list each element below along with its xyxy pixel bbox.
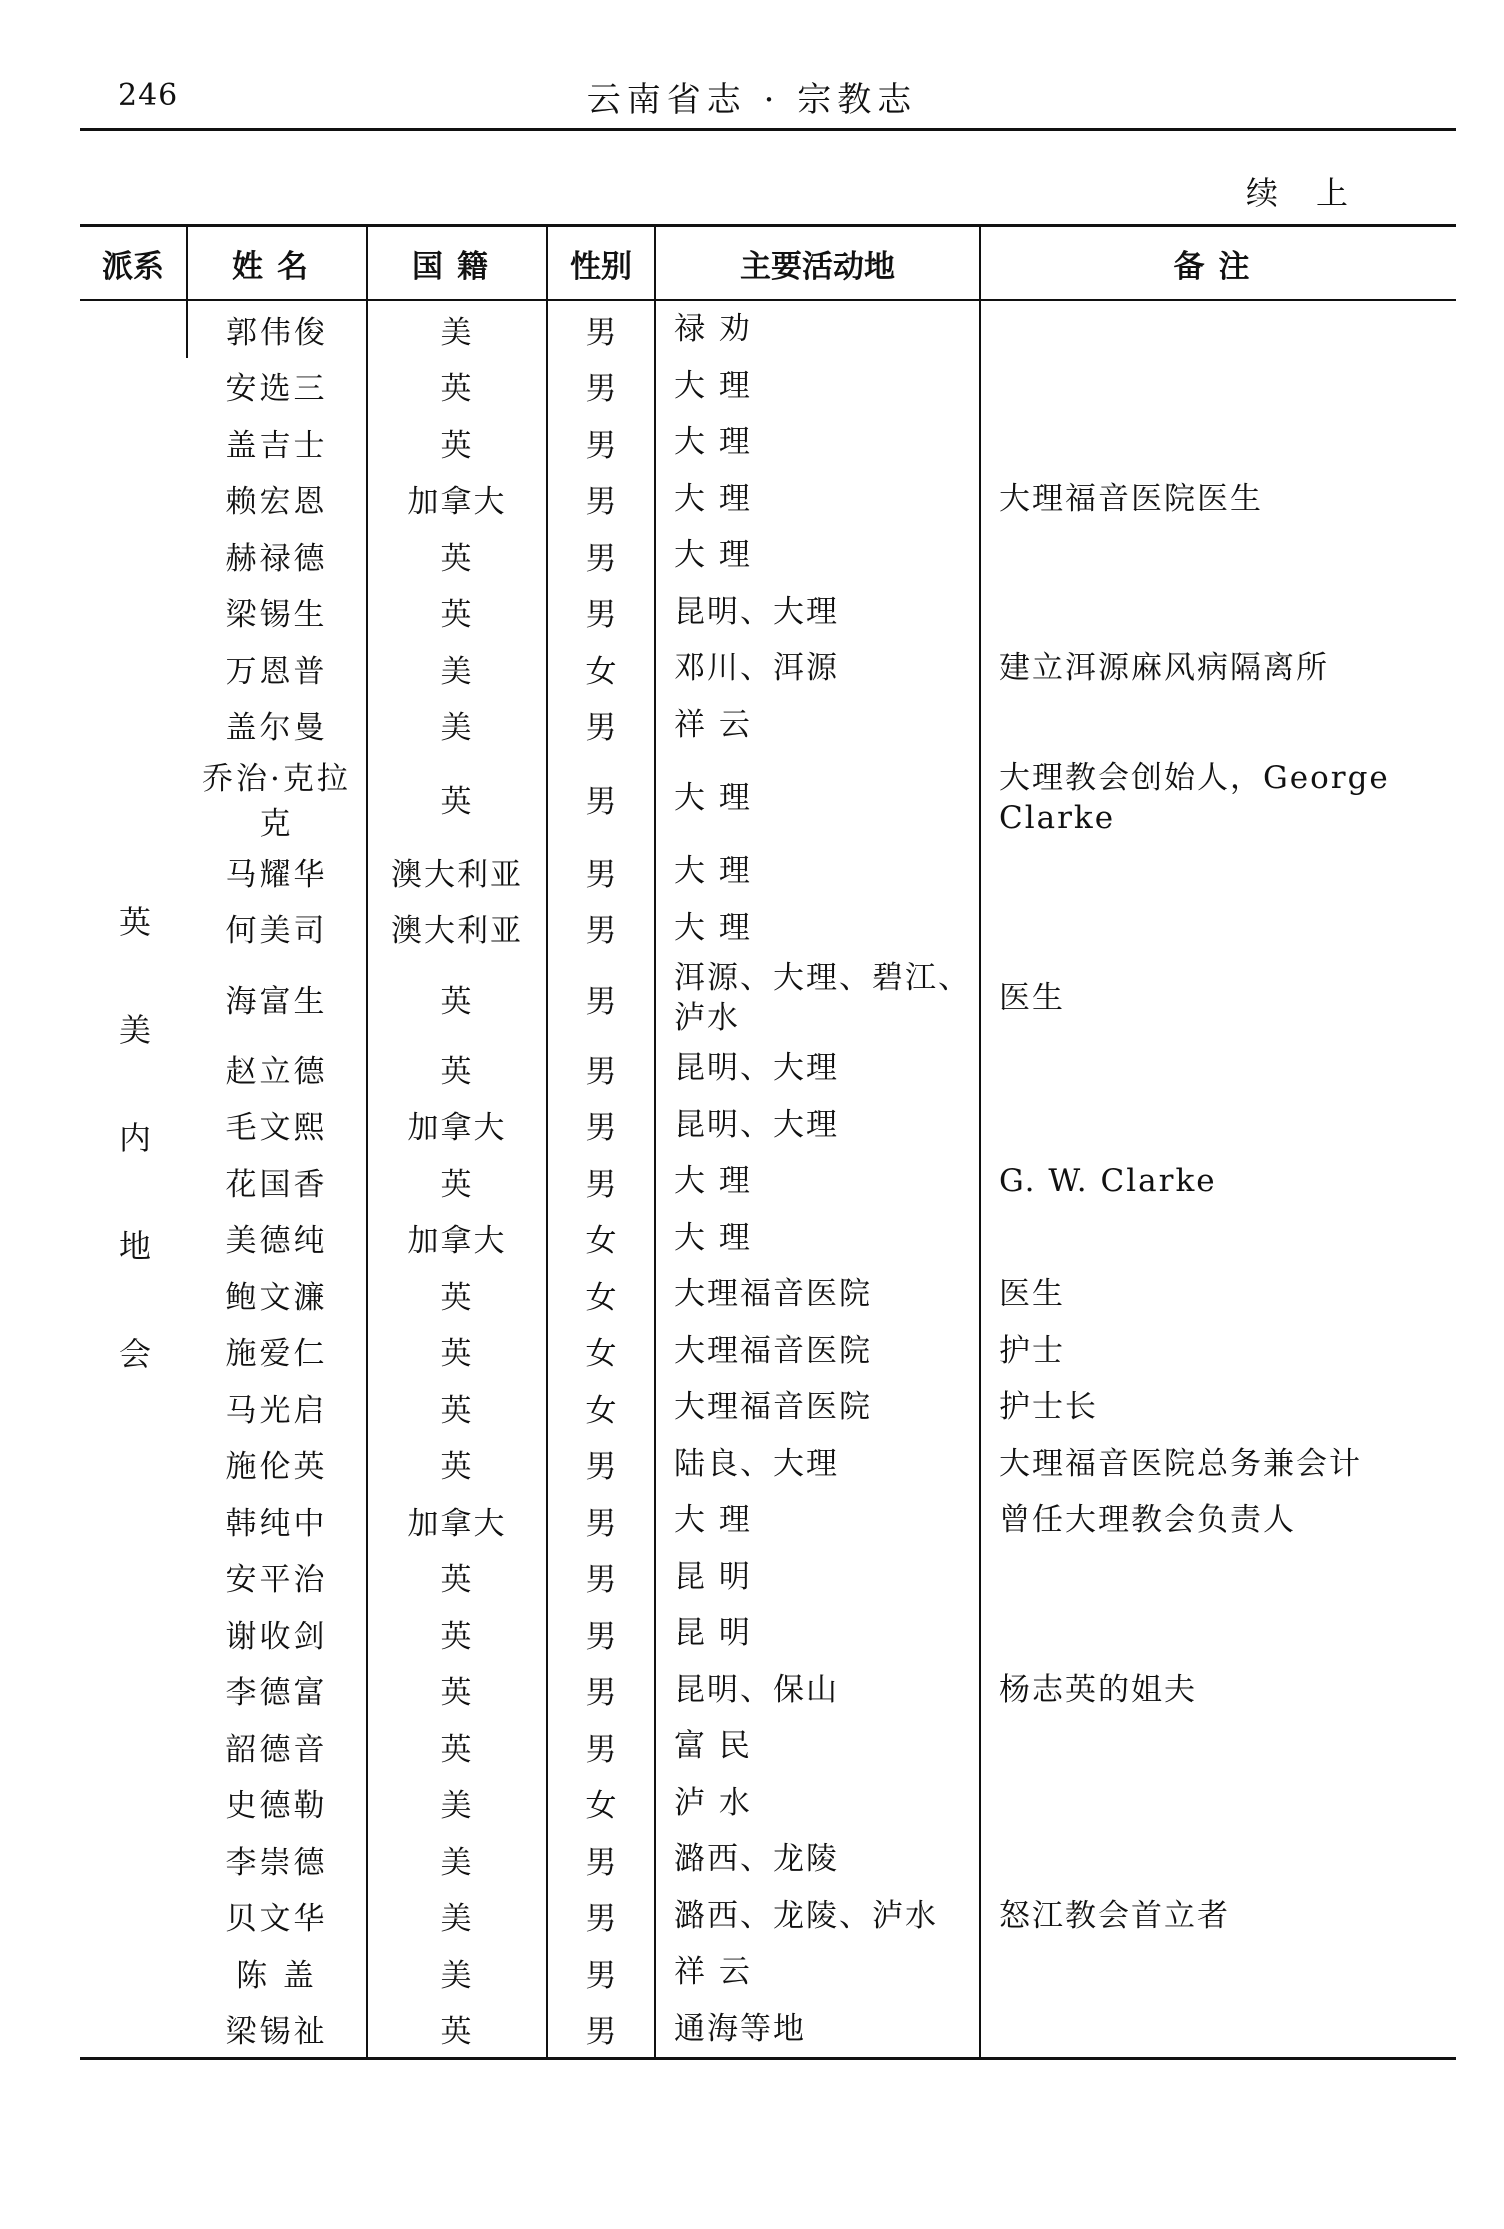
nationality-cell: 英 <box>367 1040 547 1097</box>
sex-cell: 男 <box>547 900 655 957</box>
name-cell: 赵立德 <box>225 1053 328 1090</box>
nationality-cell: 英 <box>367 1379 547 1436</box>
sex-cell: 男 <box>547 358 655 415</box>
col-header-location: 主要活动地 <box>655 226 980 301</box>
note-cell <box>980 2001 1456 2059</box>
nationality-cell: 英 <box>367 1718 547 1775</box>
nationality-cell: 美 <box>367 300 547 358</box>
nationality-cell: 英 <box>367 414 547 471</box>
page-number: 246 <box>118 78 179 113</box>
location-cell: 大理福音医院 <box>655 1266 980 1323</box>
name-cell: 史德勒 <box>225 1788 328 1825</box>
note-cell: G. W. Clarke <box>980 1153 1456 1210</box>
location-cell: 泸 水 <box>655 1775 980 1832</box>
note-cell <box>980 1831 1456 1888</box>
sex-cell: 男 <box>547 1944 655 2001</box>
name-cell: 毛文熙 <box>225 1110 328 1147</box>
note-cell: 大理福音医院医生 <box>980 471 1456 528</box>
nationality-cell: 加拿大 <box>367 471 547 528</box>
name-cell: 安选三 <box>225 371 328 408</box>
name-cell: 何美司 <box>225 913 328 950</box>
name-cell: 梁锡祉 <box>225 2014 328 2051</box>
table-row <box>80 1831 1456 1888</box>
note-cell: 医生 <box>980 1266 1456 1323</box>
note-cell <box>980 1097 1456 1154</box>
location-cell: 昆 明 <box>655 1549 980 1606</box>
note-cell <box>980 697 1456 754</box>
note-cell <box>980 1210 1456 1267</box>
location-cell: 洱源、大理、碧江、泸水 <box>655 956 980 1040</box>
name-cell: 盖尔曼 <box>225 710 328 747</box>
name-cell: 郭伟俊 <box>187 300 367 358</box>
note-cell: 曾任大理教会负责人 <box>980 1492 1456 1549</box>
table-row <box>80 697 1456 754</box>
note-cell <box>980 414 1456 471</box>
table-row <box>80 358 1456 415</box>
name-cell: 韶德音 <box>225 1731 328 1768</box>
table-row <box>80 2001 1456 2059</box>
location-cell: 陆良、大理 <box>655 1436 980 1493</box>
nationality-cell: 英 <box>367 2001 547 2059</box>
col-header-sex: 性别 <box>547 226 655 301</box>
table-row <box>80 1549 1456 1606</box>
location-cell: 祥 云 <box>655 1944 980 2001</box>
table-row <box>80 1266 1456 1323</box>
nationality-cell: 美 <box>367 1944 547 2001</box>
table-row <box>80 900 1456 957</box>
location-cell: 大 理 <box>655 1492 980 1549</box>
location-cell: 富 民 <box>655 1718 980 1775</box>
sex-cell: 男 <box>547 1492 655 1549</box>
col-header-nationality: 国籍 <box>367 226 547 301</box>
location-cell: 大 理 <box>655 471 980 528</box>
nationality-cell: 美 <box>367 1831 547 1888</box>
running-title: 云南省志 · 宗教志 <box>586 80 918 120</box>
header-rule <box>80 128 1456 131</box>
nationality-cell: 英 <box>367 358 547 415</box>
sex-cell: 女 <box>547 640 655 697</box>
table-row <box>80 1436 1456 1493</box>
nationality-cell: 英 <box>367 1549 547 1606</box>
table-row <box>80 414 1456 471</box>
location-cell: 昆明、大理 <box>655 1097 980 1154</box>
nationality-cell: 英 <box>367 527 547 584</box>
table-body <box>80 300 1456 2059</box>
table-row <box>80 1379 1456 1436</box>
location-cell: 大 理 <box>655 843 980 900</box>
sex-cell: 男 <box>547 1888 655 1945</box>
note-cell: 护士长 <box>980 1379 1456 1436</box>
sex-cell: 男 <box>547 956 655 1040</box>
location-cell: 通海等地 <box>655 2001 980 2059</box>
note-cell <box>980 1549 1456 1606</box>
nationality-cell: 澳大利亚 <box>367 843 547 900</box>
name-cell: 海富生 <box>225 983 328 1020</box>
nationality-cell: 英 <box>367 1436 547 1493</box>
name-cell: 马光启 <box>225 1392 328 1429</box>
sex-cell: 男 <box>547 1718 655 1775</box>
sex-cell: 男 <box>547 1153 655 1210</box>
location-cell: 大理福音医院 <box>655 1323 980 1380</box>
note-cell: 怒江教会首立者 <box>980 1888 1456 1945</box>
nationality-cell: 英 <box>367 1266 547 1323</box>
nationality-cell: 英 <box>367 1323 547 1380</box>
sex-cell: 男 <box>547 584 655 641</box>
nationality-cell: 美 <box>367 1775 547 1832</box>
missionary-table <box>80 224 1456 2060</box>
location-cell: 禄 劝 <box>655 300 980 358</box>
table-row <box>80 843 1456 900</box>
note-cell <box>980 358 1456 415</box>
sex-cell: 男 <box>547 1040 655 1097</box>
table-row <box>80 1662 1456 1719</box>
nationality-cell: 英 <box>367 1153 547 1210</box>
col-header-name: 姓名 <box>187 226 367 301</box>
sex-cell: 女 <box>547 1210 655 1267</box>
table-row <box>80 300 1456 358</box>
name-cell: 梁锡生 <box>225 597 328 634</box>
table-header-row <box>80 226 1456 301</box>
location-cell: 大 理 <box>655 1210 980 1267</box>
note-cell <box>980 1040 1456 1097</box>
table-row <box>80 1888 1456 1945</box>
location-cell: 大 理 <box>655 753 980 843</box>
note-cell: 杨志英的姐夫 <box>980 1662 1456 1719</box>
table-row <box>80 1040 1456 1097</box>
name-cell: 安平治 <box>225 1562 328 1599</box>
name-cell: 韩纯中 <box>225 1505 328 1542</box>
location-cell: 昆明、大理 <box>655 584 980 641</box>
nationality-cell: 英 <box>367 1662 547 1719</box>
nationality-cell: 澳大利亚 <box>367 900 547 957</box>
sex-cell: 男 <box>547 414 655 471</box>
sex-cell: 男 <box>547 1831 655 1888</box>
note-cell <box>980 1775 1456 1832</box>
name-cell: 施伦英 <box>225 1449 328 1486</box>
sex-cell: 男 <box>547 300 655 358</box>
note-cell: 大理福音医院总务兼会计 <box>980 1436 1456 1493</box>
table-row <box>80 956 1456 1040</box>
location-cell: 邓川、洱源 <box>655 640 980 697</box>
nationality-cell: 英 <box>367 584 547 641</box>
nationality-cell: 英 <box>367 753 547 843</box>
note-cell: 医生 <box>980 956 1456 1040</box>
sex-cell: 女 <box>547 1775 655 1832</box>
table-row <box>80 1492 1456 1549</box>
name-cell: 花国香 <box>225 1166 328 1203</box>
table-row <box>80 640 1456 697</box>
name-cell: 陈 盖 <box>236 1957 317 1994</box>
table-row <box>80 527 1456 584</box>
col-header-sect: 派系 <box>80 226 187 301</box>
note-cell: 护士 <box>980 1323 1456 1380</box>
name-cell: 赖宏恩 <box>225 484 328 521</box>
name-cell: 盖吉士 <box>225 427 328 464</box>
name-cell: 李崇德 <box>225 1844 328 1881</box>
nationality-cell: 加拿大 <box>367 1210 547 1267</box>
col-header-note: 备注 <box>980 226 1456 301</box>
note-cell <box>980 1944 1456 2001</box>
location-cell: 昆 明 <box>655 1605 980 1662</box>
sex-cell: 女 <box>547 1266 655 1323</box>
name-cell: 马耀华 <box>225 856 328 893</box>
nationality-cell: 英 <box>367 956 547 1040</box>
location-cell: 大 理 <box>655 1153 980 1210</box>
note-cell: 建立洱源麻风病隔离所 <box>980 640 1456 697</box>
note-cell <box>980 1718 1456 1775</box>
note-cell <box>980 584 1456 641</box>
nationality-cell: 美 <box>367 1888 547 1945</box>
note-cell <box>980 527 1456 584</box>
note-cell <box>980 900 1456 957</box>
nationality-cell: 加拿大 <box>367 1492 547 1549</box>
name-cell: 乔治·克拉克 <box>202 761 351 842</box>
sect-label: 英美内地会 <box>114 905 152 1445</box>
location-cell: 昆明、大理 <box>655 1040 980 1097</box>
name-cell: 赫禄德 <box>225 540 328 577</box>
sex-cell: 男 <box>547 1662 655 1719</box>
table-row <box>80 1153 1456 1210</box>
name-cell: 鲍文濂 <box>225 1279 328 1316</box>
sect-cell <box>80 300 187 2059</box>
name-cell: 谢收剑 <box>225 1618 328 1655</box>
location-cell: 大 理 <box>655 527 980 584</box>
location-cell: 潞西、龙陵 <box>655 1831 980 1888</box>
sex-cell: 男 <box>547 2001 655 2059</box>
location-cell: 大 理 <box>655 414 980 471</box>
note-cell <box>980 300 1456 358</box>
table-row <box>80 1718 1456 1775</box>
location-cell: 大理福音医院 <box>655 1379 980 1436</box>
sex-cell: 男 <box>547 1549 655 1606</box>
table-row <box>80 753 1456 843</box>
nationality-cell: 美 <box>367 697 547 754</box>
table-row <box>80 471 1456 528</box>
sex-cell: 女 <box>547 1323 655 1380</box>
note-cell <box>980 1605 1456 1662</box>
sex-cell: 男 <box>547 697 655 754</box>
location-cell: 潞西、龙陵、泸水 <box>655 1888 980 1945</box>
name-cell: 李德富 <box>225 1675 328 1712</box>
location-cell: 昆明、保山 <box>655 1662 980 1719</box>
location-cell: 大 理 <box>655 900 980 957</box>
sex-cell: 男 <box>547 753 655 843</box>
sex-cell: 男 <box>547 1605 655 1662</box>
note-cell <box>980 843 1456 900</box>
table-row <box>80 1210 1456 1267</box>
sex-cell: 男 <box>547 1436 655 1493</box>
nationality-cell: 加拿大 <box>367 1097 547 1154</box>
nationality-cell: 美 <box>367 640 547 697</box>
table-row <box>80 1775 1456 1832</box>
table-row <box>80 1605 1456 1662</box>
name-cell: 万恩普 <box>225 653 328 690</box>
name-cell: 美德纯 <box>225 1223 328 1260</box>
sex-cell: 男 <box>547 843 655 900</box>
name-cell: 施爱仁 <box>225 1336 328 1373</box>
note-cell: 大理教会创始人，George Clarke <box>980 753 1456 843</box>
table-row <box>80 1323 1456 1380</box>
location-cell: 大 理 <box>655 358 980 415</box>
sex-cell: 男 <box>547 471 655 528</box>
nationality-cell: 英 <box>367 1605 547 1662</box>
name-cell: 贝文华 <box>225 1901 328 1938</box>
sex-cell: 男 <box>547 1097 655 1154</box>
table-row <box>80 1944 1456 2001</box>
table-row <box>80 1097 1456 1154</box>
location-cell: 祥 云 <box>655 697 980 754</box>
continued-label: 续上 <box>1245 174 1386 212</box>
sex-cell: 男 <box>547 527 655 584</box>
table-row <box>80 584 1456 641</box>
sex-cell: 女 <box>547 1379 655 1436</box>
